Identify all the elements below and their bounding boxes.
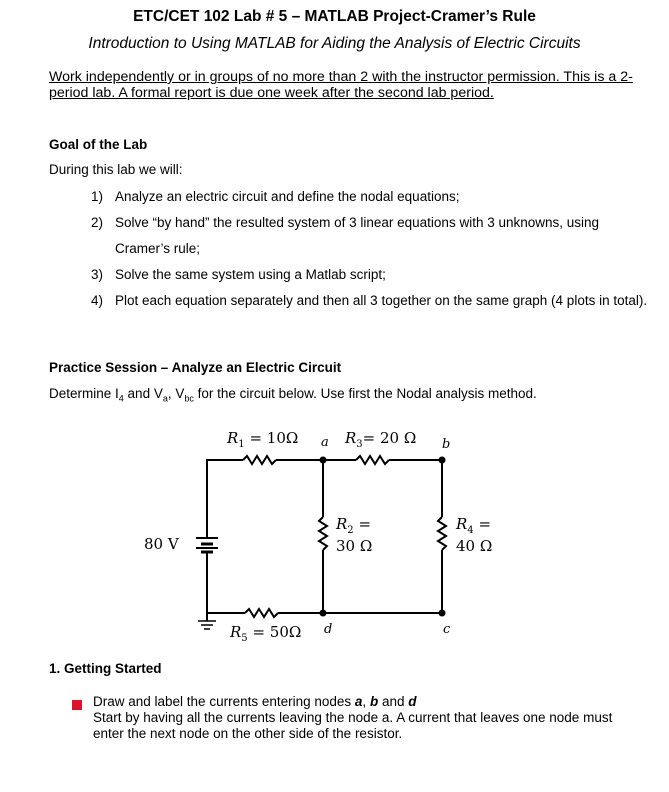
practice-text-part: , V — [167, 386, 185, 401]
text-part: Draw and label the currents entering nodes — [93, 694, 355, 709]
list-item-text: Solve “by hand” the resulted system of 3 linear equations with 3 unknowns, using Cramer’s rule; — [115, 215, 600, 256]
resistor-r3 — [356, 456, 389, 464]
wire — [207, 460, 243, 462]
node-a-emphasis: a — [354, 694, 363, 709]
list-item — [91, 288, 651, 314]
node-b-label: b — [442, 437, 451, 452]
getting-started-heading: 1. Getting Started — [49, 661, 162, 676]
goal-heading: Goal of the Lab — [49, 137, 148, 152]
list-item — [91, 262, 651, 288]
practice-text-part: for the circuit below. Use first the Nodal analysis method. — [193, 386, 537, 401]
list-item-number: 3) — [91, 267, 104, 282]
node-c-label: c — [443, 622, 451, 637]
voltage-source-icon — [196, 538, 218, 552]
resistor-r5 — [245, 609, 278, 617]
goal-intro: During this lab we will: — [49, 162, 183, 177]
subscript: a — [162, 393, 168, 404]
text-part: , — [362, 694, 370, 709]
r4-value: 40 Ω — [456, 537, 493, 555]
resistor-r1 — [243, 456, 276, 464]
list-item-text: Solve the same system using a Matlab script; — [115, 267, 386, 282]
red-square-bullet-icon — [72, 700, 82, 710]
list-item-number: 2) — [91, 215, 104, 230]
getting-started-line-2: Start by having all the currents leaving the node a. A current that leaves one node must enter the next node on the other side of the resistor. — [93, 710, 613, 741]
ground-icon — [198, 621, 216, 629]
list-item-number: 1) — [91, 189, 104, 204]
node-c-dot — [439, 610, 446, 617]
practice-heading: Practice Session – Analyze an Electric Circuit — [49, 360, 342, 375]
node-d-dot — [320, 610, 327, 617]
r2-value: 30 Ω — [336, 537, 373, 555]
r5-label: $R_5 = 50\Omega$ — [230, 623, 302, 644]
r4-label: $R_4$ = — [456, 515, 492, 536]
list-item-number: 4) — [91, 293, 104, 308]
node-a-dot — [320, 457, 327, 464]
page-subtitle: Introduction to Using MATLAB for Aiding the Analysis of Electric Circuits — [88, 35, 581, 52]
text-part: and — [378, 694, 409, 709]
goal-list — [91, 184, 651, 314]
r3-label: $R_3= 20$ Ω — [345, 429, 417, 450]
node-b-dot — [439, 457, 446, 464]
r1-label: $R_1 = 10\Omega$ — [227, 429, 299, 450]
lab-notice: Work independently or in groups of no more than 2 with the instructor permission. This is a 2-period lab. A formal report is due one week after the second lab period. — [49, 69, 633, 101]
list-item — [91, 210, 651, 262]
practice-text — [49, 386, 537, 404]
list-item-text: Plot each equation separately and then all 3 together on the same graph (4 plots in total). — [115, 293, 648, 308]
node-a-label: a — [321, 435, 329, 450]
list-item — [91, 184, 651, 210]
subscript: 4 — [118, 393, 124, 404]
resistor-r2 — [319, 517, 327, 550]
source-label: 80 V — [144, 535, 179, 553]
page-title: ETC/CET 102 Lab # 5 – MATLAB Project-Cramer’s Rule — [133, 8, 536, 25]
node-d-label: d — [324, 622, 333, 637]
node-d-emphasis: d — [408, 694, 417, 709]
practice-text-part: Determine I — [49, 386, 119, 401]
getting-started-line-1 — [93, 694, 633, 710]
r2-label: $R_2$ = — [336, 515, 372, 536]
node-b-emphasis: b — [369, 694, 379, 709]
getting-started-text — [93, 694, 633, 742]
subscript: bc — [184, 393, 194, 404]
list-item-text: Analyze an electric circuit and define the nodal equations; — [115, 189, 460, 204]
practice-text-part: and V — [123, 386, 163, 401]
resistor-r4 — [438, 517, 446, 550]
circuit-diagram — [100, 415, 580, 645]
